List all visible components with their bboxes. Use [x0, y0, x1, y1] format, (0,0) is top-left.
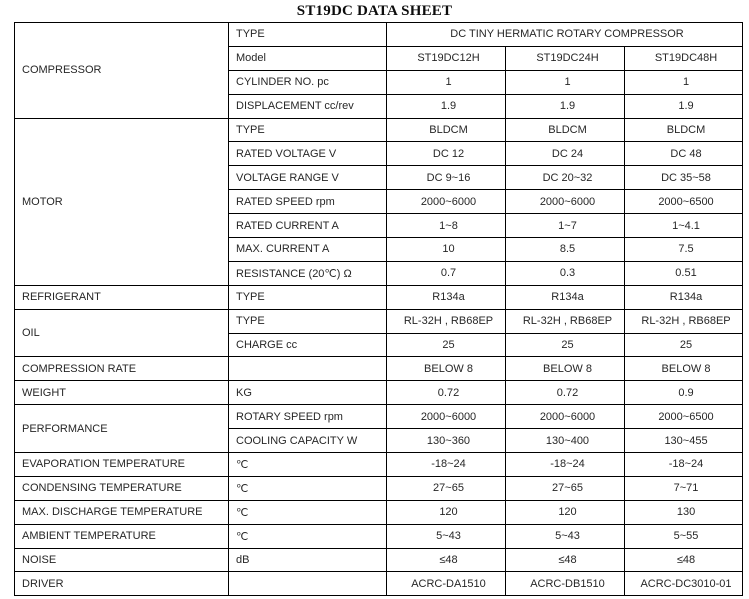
attribute-cell: dB [229, 548, 387, 572]
value-cell: 2000~6000 [387, 190, 506, 214]
attribute-cell: MAX. CURRENT A [229, 238, 387, 262]
table-row [15, 524, 743, 548]
section-cell-noise: NOISE [15, 548, 229, 572]
table-row [15, 23, 743, 47]
table-row [15, 476, 743, 500]
attribute-cell: TYPE [229, 285, 387, 309]
value-cell: DC 9~16 [387, 166, 506, 190]
value-cell: R134a [387, 285, 506, 309]
value-cell: 5~43 [506, 524, 625, 548]
attribute-cell: Model [229, 46, 387, 70]
value-cell: 0.7 [387, 261, 506, 285]
table-row [15, 453, 743, 477]
value-cell: DC 20~32 [506, 166, 625, 190]
value-cell: ≤48 [387, 548, 506, 572]
value-cell: BLDCM [387, 118, 506, 142]
attribute-cell: KG [229, 381, 387, 405]
attribute-cell: ℃ [229, 500, 387, 524]
table-row [15, 357, 743, 381]
value-cell: BELOW 8 [506, 357, 625, 381]
value-cell: 120 [387, 500, 506, 524]
value-cell: 1.9 [625, 94, 743, 118]
value-cell: 0.72 [506, 381, 625, 405]
value-cell: ST19DC24H [506, 46, 625, 70]
value-cell: ST19DC48H [625, 46, 743, 70]
value-cell: DC 12 [387, 142, 506, 166]
value-cell: R134a [506, 285, 625, 309]
value-cell: 27~65 [506, 476, 625, 500]
section-cell-ambient-temperature: AMBIENT TEMPERATURE [15, 524, 229, 548]
value-cell: BLDCM [625, 118, 743, 142]
attribute-cell: CHARGE cc [229, 333, 387, 357]
value-cell: ACRC-DA1510 [387, 572, 506, 596]
value-cell: DC TINY HERMATIC ROTARY COMPRESSOR [387, 23, 743, 47]
value-cell: ≤48 [625, 548, 743, 572]
attribute-cell: COOLING CAPACITY W [229, 429, 387, 453]
value-cell: 10 [387, 238, 506, 262]
value-cell: 27~65 [387, 476, 506, 500]
attribute-cell [229, 572, 387, 596]
value-cell: BELOW 8 [387, 357, 506, 381]
section-cell-weight: WEIGHT [15, 381, 229, 405]
attribute-cell: ℃ [229, 524, 387, 548]
value-cell: ST19DC12H [387, 46, 506, 70]
value-cell: 1~4.1 [625, 214, 743, 238]
value-cell: 8.5 [506, 238, 625, 262]
value-cell: 1 [387, 70, 506, 94]
attribute-cell [229, 357, 387, 381]
value-cell: 0.72 [387, 381, 506, 405]
value-cell: 25 [625, 333, 743, 357]
attribute-cell: RESISTANCE (20℃) Ω [229, 261, 387, 285]
section-cell-driver: DRIVER [15, 572, 229, 596]
attribute-cell: TYPE [229, 23, 387, 47]
datasheet-table [14, 22, 743, 596]
value-cell: 0.3 [506, 261, 625, 285]
section-cell-compressor: COMPRESSOR [15, 23, 229, 119]
section-cell-performance: PERFORMANCE [15, 405, 229, 453]
table-row [15, 309, 743, 333]
value-cell: 0.9 [625, 381, 743, 405]
value-cell: BELOW 8 [625, 357, 743, 381]
value-cell: 0.51 [625, 261, 743, 285]
page-title: ST19DC DATA SHEET [296, 3, 453, 19]
value-cell: 1~7 [506, 214, 625, 238]
value-cell: 1~8 [387, 214, 506, 238]
value-cell: 7~71 [625, 476, 743, 500]
value-cell: R134a [625, 285, 743, 309]
value-cell: 130~455 [625, 429, 743, 453]
table-row [15, 405, 743, 429]
value-cell: DC 35~58 [625, 166, 743, 190]
table-row [15, 500, 743, 524]
value-cell: 120 [506, 500, 625, 524]
value-cell: 25 [387, 333, 506, 357]
value-cell: -18~24 [387, 453, 506, 477]
table-row [15, 572, 743, 596]
attribute-cell: VOLTAGE RANGE V [229, 166, 387, 190]
value-cell: RL-32H , RB68EP [506, 309, 625, 333]
attribute-cell: TYPE [229, 118, 387, 142]
value-cell: 2000~6000 [387, 405, 506, 429]
attribute-cell: TYPE [229, 309, 387, 333]
section-cell-condensing-temperature: CONDENSING TEMPERATURE [15, 476, 229, 500]
value-cell: 2000~6000 [506, 190, 625, 214]
value-cell: ACRC-DC3010-01 [625, 572, 743, 596]
value-cell: 1 [506, 70, 625, 94]
table-row [15, 285, 743, 309]
value-cell: 25 [506, 333, 625, 357]
value-cell: DC 24 [506, 142, 625, 166]
value-cell: ACRC-DB1510 [506, 572, 625, 596]
value-cell: 2000~6500 [625, 405, 743, 429]
section-cell-oil: OIL [15, 309, 229, 357]
value-cell: 130~360 [387, 429, 506, 453]
attribute-cell: DISPLACEMENT cc/rev [229, 94, 387, 118]
value-cell: 1.9 [387, 94, 506, 118]
value-cell: ≤48 [506, 548, 625, 572]
section-cell-evaporation-temperature: EVAPORATION TEMPERATURE [15, 453, 229, 477]
section-cell-refrigerant: REFRIGERANT [15, 285, 229, 309]
value-cell: 5~43 [387, 524, 506, 548]
value-cell: 5~55 [625, 524, 743, 548]
value-cell: 2000~6500 [625, 190, 743, 214]
value-cell: 130 [625, 500, 743, 524]
attribute-cell: RATED SPEED rpm [229, 190, 387, 214]
attribute-cell: ℃ [229, 453, 387, 477]
value-cell: 130~400 [506, 429, 625, 453]
value-cell: 7.5 [625, 238, 743, 262]
value-cell: 1 [625, 70, 743, 94]
attribute-cell: ℃ [229, 476, 387, 500]
attribute-cell: RATED VOLTAGE V [229, 142, 387, 166]
section-cell-compression-rate: COMPRESSION RATE [15, 357, 229, 381]
value-cell: BLDCM [506, 118, 625, 142]
value-cell: 2000~6000 [506, 405, 625, 429]
attribute-cell: RATED CURRENT A [229, 214, 387, 238]
table-row [15, 548, 743, 572]
attribute-cell: CYLINDER NO. pc [229, 70, 387, 94]
value-cell: RL-32H , RB68EP [625, 309, 743, 333]
value-cell: 1.9 [506, 94, 625, 118]
table-row [15, 118, 743, 142]
attribute-cell: ROTARY SPEED rpm [229, 405, 387, 429]
value-cell: -18~24 [506, 453, 625, 477]
section-cell-motor: MOTOR [15, 118, 229, 285]
value-cell: -18~24 [625, 453, 743, 477]
value-cell: DC 48 [625, 142, 743, 166]
table-row [15, 381, 743, 405]
value-cell: RL-32H , RB68EP [387, 309, 506, 333]
section-cell-max-discharge-temperature: MAX. DISCHARGE TEMPERATURE [15, 500, 229, 524]
